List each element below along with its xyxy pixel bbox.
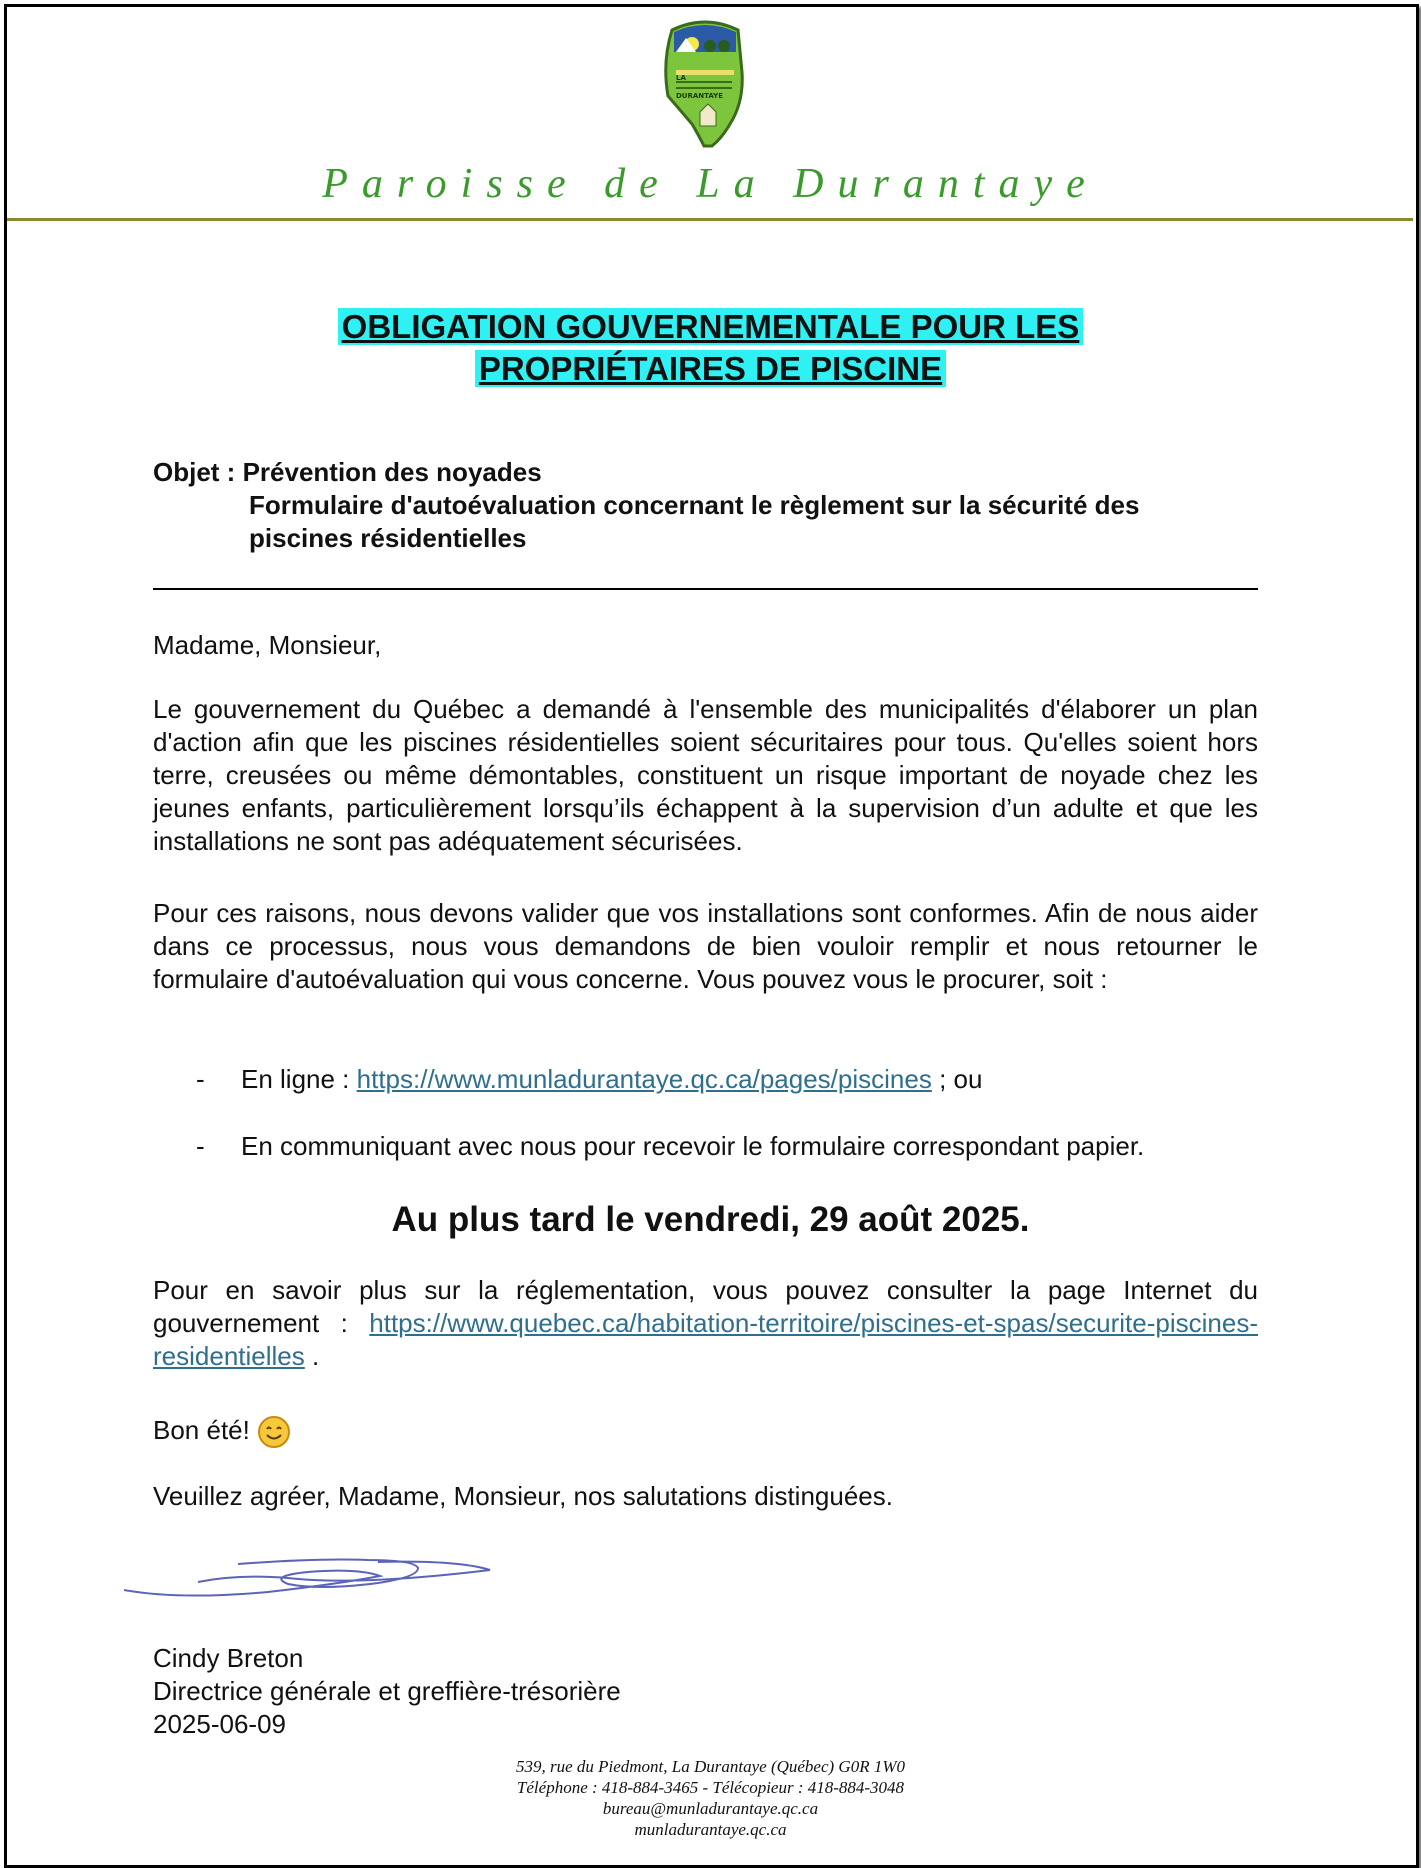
bullet-dash: - <box>196 1064 205 1094</box>
page-title <box>0 306 1421 390</box>
smiling-face-icon <box>257 1415 291 1449</box>
paragraph-1: Le gouvernement du Québec a demandé à l'ensemble des municipalités d'élaborer un plan d'action afin que les piscines résidentielles soient sécuritaires pour tous. Qu'elles soient hors terre, creusées ou même démontables, constituent un risque important de noyade chez les jeunes enfants, particulièrement lorsqu’ils échappent à la supervision d’un adulte et que les installations ne sont pas adéquatement sécurisées. <box>153 694 1258 856</box>
page-title-line1: OBLIGATION GOUVERNEMENTALE POUR LES <box>338 308 1084 345</box>
parish-name: Paroisse de La Durantaye <box>322 161 1099 207</box>
paragraph-3 <box>153 1274 1258 1373</box>
letter-date: 2025-06-09 <box>153 1709 286 1739</box>
crest-text-durantaye: DURANTAYE <box>676 92 723 100</box>
handwritten-signature <box>118 1548 498 1608</box>
paper-text: En communiquant avec nous pour recevoir le formulaire correspondant papier. <box>241 1131 1145 1161</box>
farewell-text: Bon été! <box>153 1415 250 1445</box>
footer-website: munladurantaye.qc.ca <box>634 1820 787 1839</box>
greeting: Madame, Monsieur, <box>153 630 382 660</box>
page-title-line2: PROPRIÉTAIRES DE PISCINE <box>475 350 946 387</box>
government-pool-link[interactable]: https://www.quebec.ca/habitation-territoire/piscines-et-spas/securite-piscines-residentielles <box>153 1308 1258 1371</box>
header-divider <box>7 218 1413 221</box>
municipal-pool-link[interactable]: https://www.munladurantaye.qc.ca/pages/piscines <box>356 1064 932 1094</box>
paragraph-3-suffix: . <box>304 1341 320 1371</box>
online-suffix: ; ou <box>931 1064 983 1094</box>
footer-address: 539, rue du Piedmont, La Durantaye (Québec) G0R 1W0 <box>515 1757 906 1776</box>
closing: Veuillez agréer, Madame, Monsieur, nos salutations distinguées. <box>153 1481 893 1511</box>
signatory-role: Directrice générale et greffière-trésorière <box>153 1676 621 1706</box>
deadline-notice: Au plus tard le vendredi, 29 août 2025. <box>391 1200 1030 1239</box>
crest-text-la: LA <box>676 74 686 82</box>
municipal-crest-icon <box>652 12 758 152</box>
subject-block <box>153 456 1273 555</box>
subject-line1: Prévention des noyades <box>242 457 542 487</box>
subject-line2: Formulaire d'autoévaluation concernant le règlement sur la sécurité des <box>249 490 1140 520</box>
subject-label: Objet : <box>153 457 243 487</box>
signatory-name: Cindy Breton <box>153 1643 304 1673</box>
footer <box>0 1756 1421 1840</box>
paragraph-2: Pour ces raisons, nous devons valider que vos installations sont conformes. Afin de nous aider dans ce processus, nous vous demandons de bien vouloir remplir et nous retourner le formulaire d'autoévaluation qui vous concerne. Vous pouvez vous le procurer, soit : <box>153 898 1258 994</box>
paragraph-3-text: Pour en savoir plus sur la réglementation, vous pouvez consulter la page Internet du gouvernement : <box>153 1275 1258 1338</box>
subject-line3: piscines résidentielles <box>249 523 527 553</box>
list-item-paper <box>196 1130 1144 1163</box>
online-prefix: En ligne : <box>241 1064 357 1094</box>
subject-divider <box>153 588 1258 590</box>
list-item-online <box>196 1063 982 1096</box>
bullet-dash: - <box>196 1131 205 1161</box>
footer-email: bureau@munladurantaye.qc.ca <box>602 1799 819 1818</box>
farewell <box>153 1414 1258 1449</box>
footer-phones: Téléphone : 418-884-3465 - Télécopieur : 418-884-3048 <box>516 1778 905 1797</box>
